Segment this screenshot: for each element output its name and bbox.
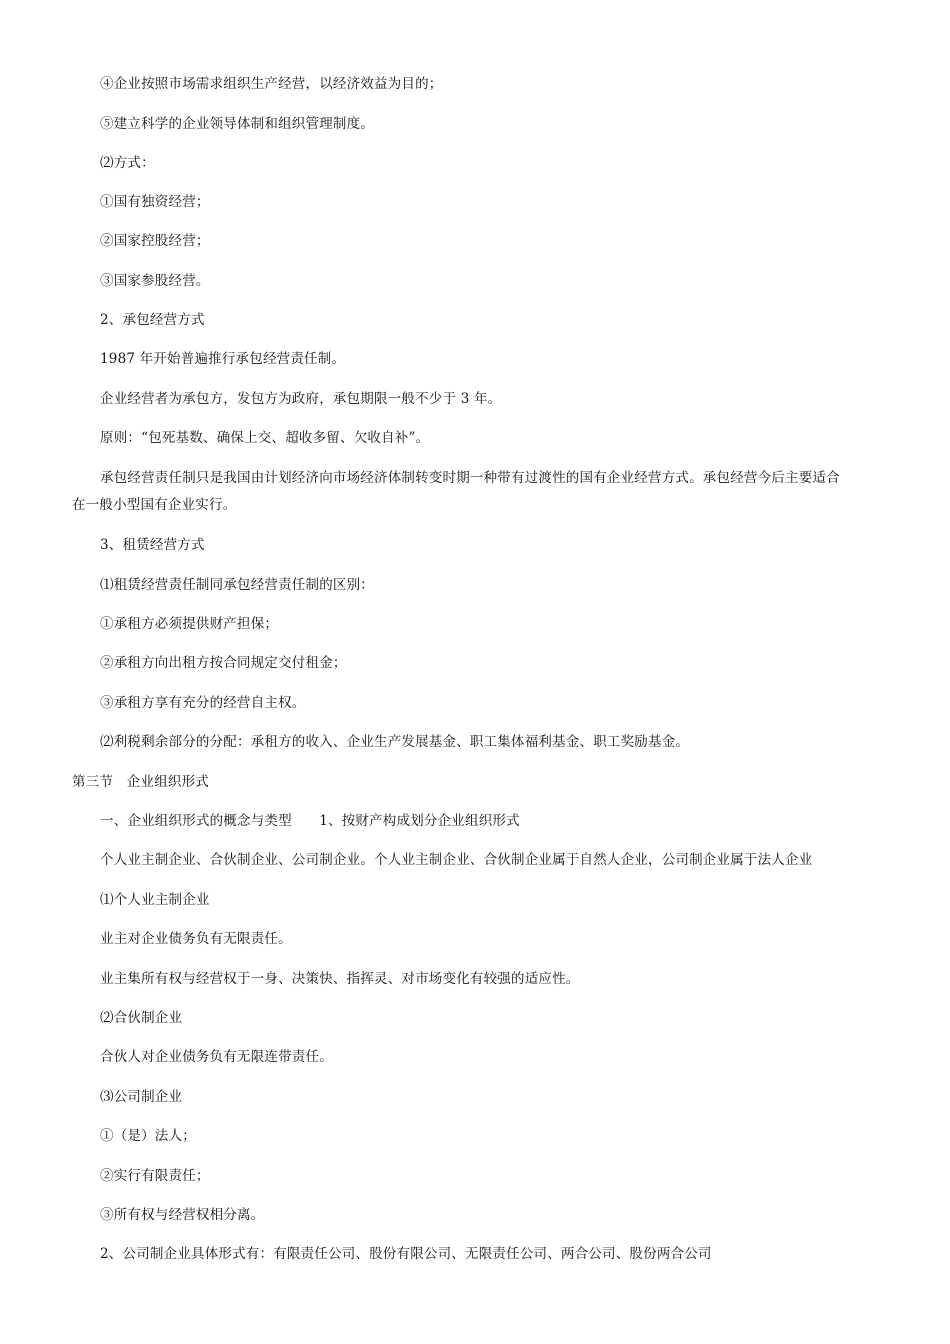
section-heading: 3、租赁经营方式 <box>100 537 205 553</box>
paragraph: ①承租方必须提供财产担保； <box>100 616 279 632</box>
paragraph: ⑤建立科学的企业领导体制和组织管理制度。 <box>100 116 374 132</box>
paragraph: 原则：“包死基数、确保上交、超收多留、欠收自补”。 <box>100 430 430 446</box>
paragraph: ③承租方享有充分的经营自主权。 <box>100 695 306 711</box>
paragraph: 2、公司制企业具体形式有：有限责任公司、股份有限公司、无限责任公司、两合公司、股份两合公司 <box>100 1246 712 1262</box>
paragraph: ②国家控股经营； <box>100 233 210 249</box>
paragraph: 承包经营责任制只是我国由计划经济向市场经济体制转变时期一种带有过渡性的国有企业经营方式。承包经营今后主要适合 <box>100 470 840 486</box>
paragraph: ②承租方向出租方按合同规定交付租金； <box>100 655 347 671</box>
paragraph-continuation: 在一般小型国有企业实行。 <box>72 497 237 513</box>
section-heading: 2、承包经营方式 <box>100 312 205 328</box>
paragraph: 1987 年开始普遍推行承包经营责任制。 <box>100 351 346 367</box>
paragraph: 合伙人对企业债务负有无限连带责任。 <box>100 1049 333 1065</box>
section-heading: 一、企业组织形式的概念与类型 1、按财产构成划分企业组织形式 <box>100 813 520 829</box>
paragraph: ②实行有限责任； <box>100 1168 210 1184</box>
paragraph: ①（是）法人； <box>100 1128 196 1144</box>
paragraph: ④企业按照市场需求组织生产经营，以经济效益为目的； <box>100 76 443 92</box>
paragraph: ⑵利税剩余部分的分配：承租方的收入、企业生产发展基金、职工集体福利基金、职工奖励基金。 <box>100 734 690 750</box>
subsection-heading: ⑶公司制企业 <box>100 1089 183 1105</box>
paragraph: 业主对企业债务负有无限责任。 <box>100 931 292 947</box>
subsection-heading: ⑴个人业主制企业 <box>100 892 210 908</box>
paragraph: ①国有独资经营； <box>100 194 210 210</box>
paragraph: 企业经营者为承包方，发包方为政府，承包期限一般不少于 3 年。 <box>100 391 502 407</box>
chapter-heading: 第三节 企业组织形式 <box>72 774 209 790</box>
paragraph: ③所有权与经营权相分离。 <box>100 1207 265 1223</box>
paragraph: 个人业主制企业、合伙制企业、公司制企业。个人业主制企业、合伙制企业属于自然人企业，公司制企业属于法人企业 <box>100 852 813 868</box>
paragraph: ⑴租赁经营责任制同承包经营责任制的区别： <box>100 577 374 593</box>
subsection-heading: ⑵合伙制企业 <box>100 1010 183 1026</box>
paragraph: ③国家参股经营。 <box>100 273 210 289</box>
paragraph: 业主集所有权与经营权于一身、决策快、指挥灵、对市场变化有较强的适应性。 <box>100 971 580 987</box>
paragraph: ⑵方式： <box>100 155 155 171</box>
